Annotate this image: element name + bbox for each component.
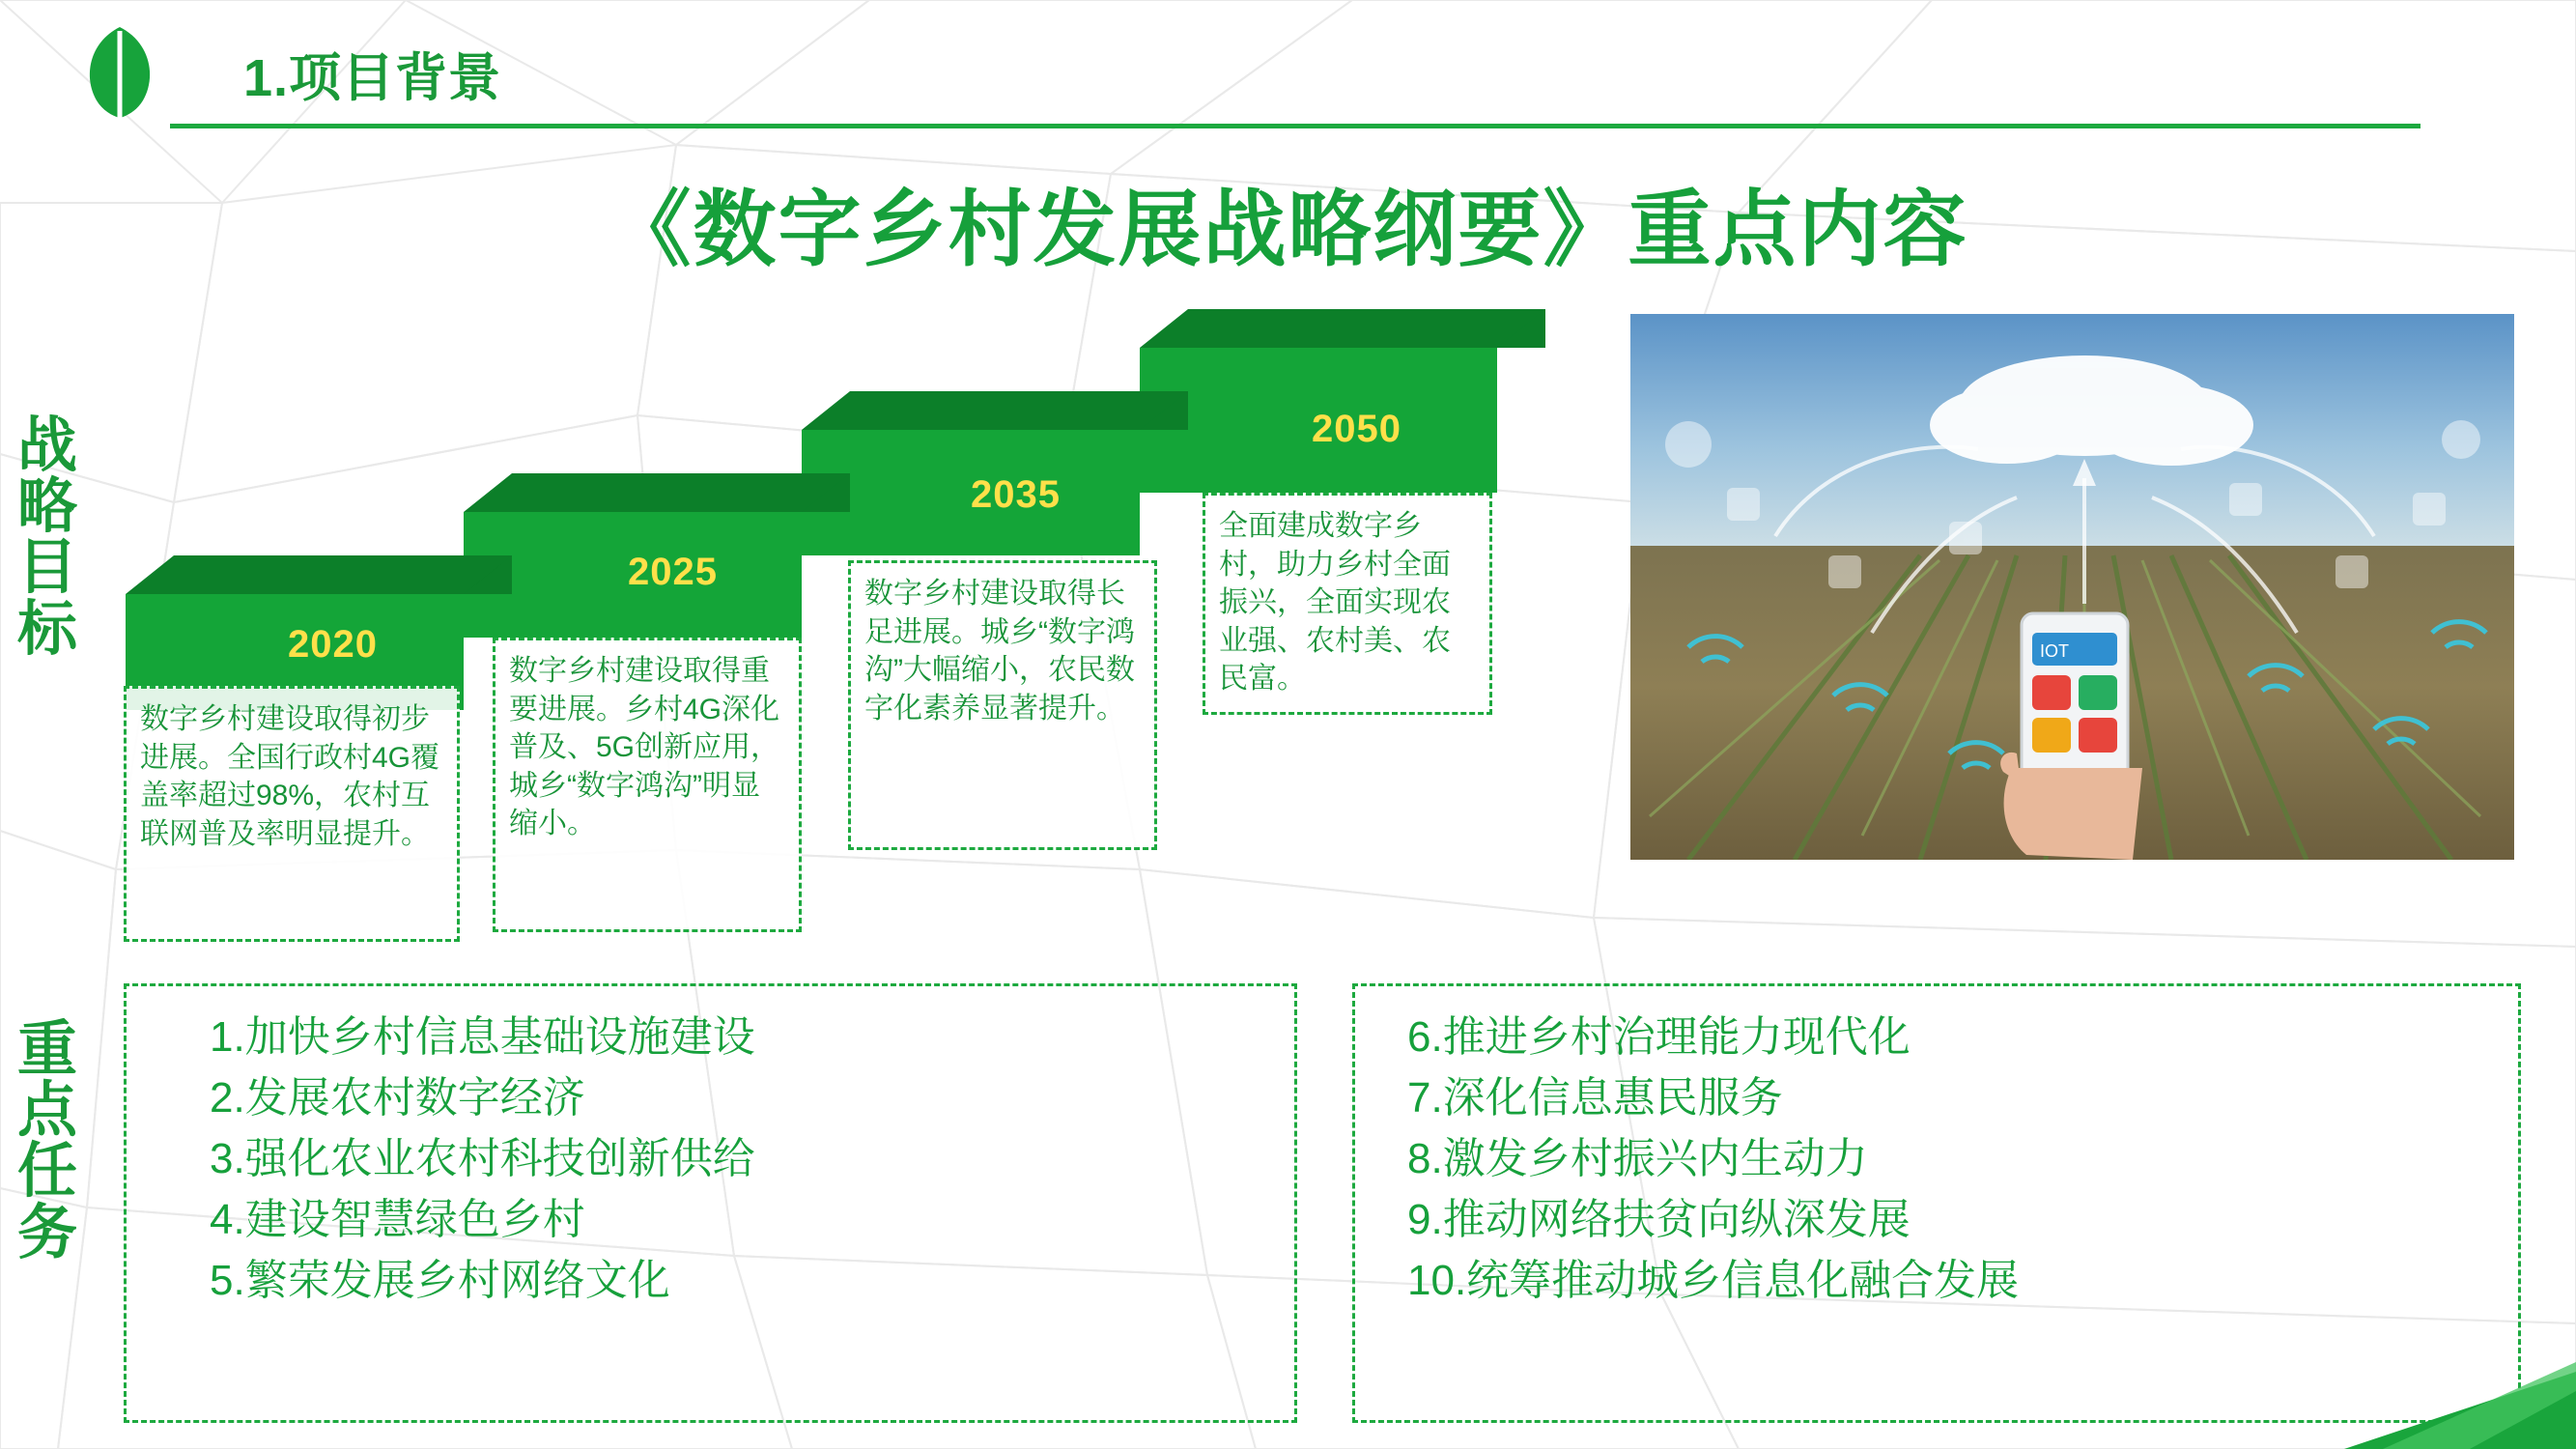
- timeline-desc-2025: 数字乡村建设取得重要进展。乡村4G深化普及、5G创新应用，城乡“数字鸿沟”明显缩小。: [493, 638, 802, 932]
- list-item: 3.强化农业农村科技创新供给: [210, 1134, 755, 1182]
- smart-agriculture-photo: [1630, 314, 2514, 860]
- sidelabel-strategy-goal: 战略目标: [16, 412, 77, 663]
- list-item: 1.加快乡村信息基础设施建设: [210, 1013, 755, 1061]
- list-item: 8.激发乡村振兴内生动力: [1407, 1134, 1868, 1182]
- key-tasks-left-panel: [124, 983, 1297, 1423]
- timeline-desc-2050: 全面建成数字乡村，助力乡村全面振兴，全面实现农业强、农村美、农民富。: [1203, 493, 1492, 715]
- section-label: 1.项目背景: [243, 49, 502, 107]
- timeline-desc-2035: 数字乡村建设取得长足进展。城乡“数字鸿沟”大幅缩小，农民数字化素养显著提升。: [848, 560, 1157, 850]
- sidelabel-key-tasks: 重点任务: [16, 1016, 77, 1266]
- key-tasks-left-list: [152, 1008, 1269, 1312]
- list-item: 5.繁荣发展乡村网络文化: [210, 1256, 670, 1304]
- timeline-year-2020: 2020: [288, 623, 378, 666]
- page-title: 《数字乡村发展战略纲要》重点内容: [608, 184, 1968, 276]
- timeline-year-2035: 2035: [971, 473, 1061, 516]
- key-tasks-right-list: [1380, 1008, 2493, 1312]
- header-divider: [170, 124, 2420, 128]
- list-item: 2.发展农村数字经济: [210, 1073, 585, 1122]
- timeline-year-2025: 2025: [628, 551, 718, 593]
- timeline-desc-2020: 数字乡村建设取得初步进展。全国行政村4G覆盖率超过98%，农村互联网普及率明显提升。: [124, 686, 460, 942]
- list-item: 7.深化信息惠民服务: [1407, 1073, 1783, 1122]
- key-tasks-right-panel: [1352, 983, 2521, 1423]
- list-item: 4.建设智慧绿色乡村: [210, 1195, 585, 1243]
- list-item: 9.推动网络扶贫向纵深发展: [1407, 1195, 1911, 1243]
- leaf-icon: [70, 21, 170, 122]
- timeline-year-2050: 2050: [1312, 408, 1401, 450]
- list-item: 10.统筹推动城乡信息化融合发展: [1407, 1256, 2020, 1304]
- list-item: 6.推进乡村治理能力现代化: [1407, 1013, 1911, 1061]
- device-label: IOT: [2040, 641, 2069, 661]
